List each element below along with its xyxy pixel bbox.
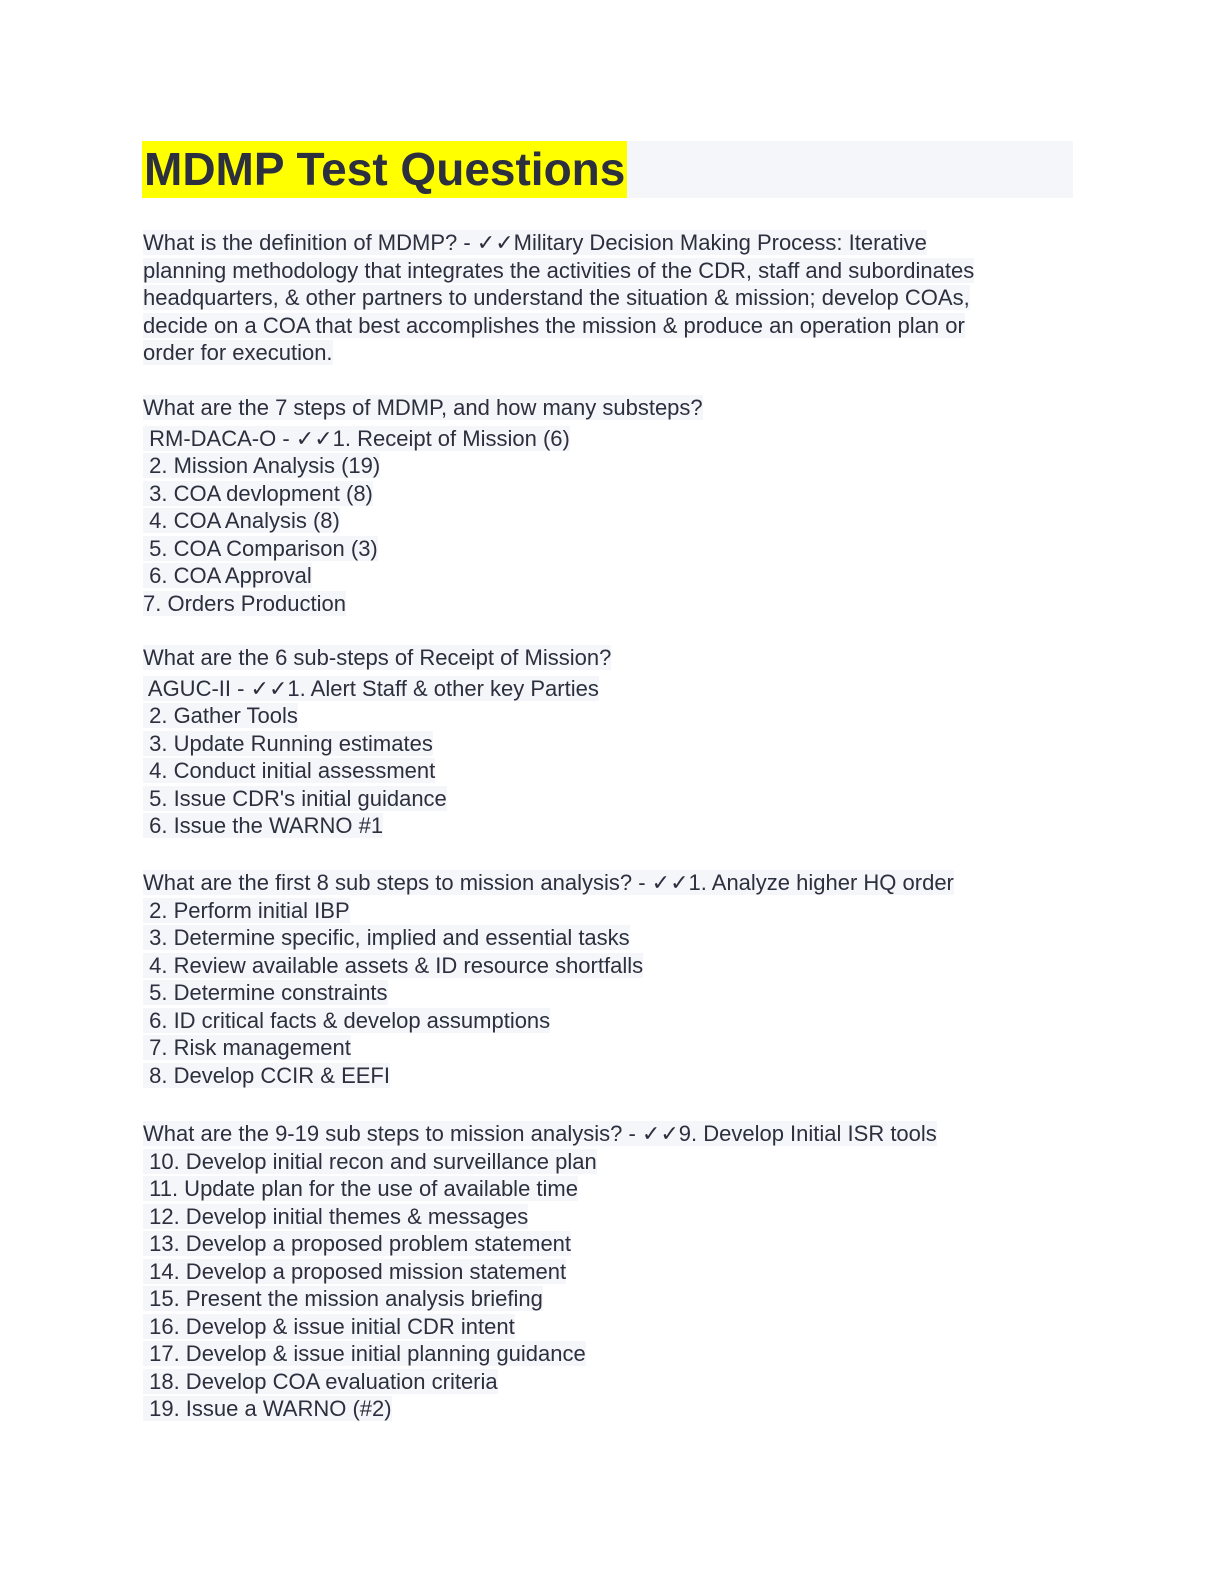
text-line [143, 979, 954, 1007]
text-line-content: 6. Issue the WARNO #1 [143, 813, 384, 838]
text-line-content: 13. Develop a proposed problem statement [143, 1231, 572, 1256]
text-line [143, 1285, 937, 1313]
text-line [143, 1258, 937, 1286]
qa-mission-analysis-9-19 [143, 1120, 937, 1423]
text-line-content: 6. ID critical facts & develop assumptions [143, 1007, 551, 1033]
text-line [143, 1230, 937, 1258]
text-line-content: 6. COA Approval [143, 563, 312, 588]
text-line [143, 480, 703, 508]
text-line [143, 924, 954, 952]
text-line [143, 1368, 937, 1396]
text-line-content: 11. Update plan for the use of available time [143, 1176, 578, 1201]
text-line-content: AGUC-II - ✓✓1. Alert Staff & other key Parties [143, 675, 599, 701]
text-line [143, 1007, 954, 1035]
text-line-content: 4. Conduct initial assessment [143, 758, 436, 783]
text-line-content: 15. Present the mission analysis briefing [143, 1286, 543, 1311]
text-line-content: planning methodology that integrates the activities of the CDR, staff and subordinates [143, 257, 975, 283]
text-line [143, 229, 974, 257]
text-line [143, 1148, 937, 1176]
qa-receipt-of-mission [143, 644, 611, 840]
text-line [143, 507, 703, 535]
text-line [143, 1340, 937, 1368]
text-line-content: 2. Perform initial IBP [143, 897, 350, 923]
page-title: MDMP Test Questions [142, 141, 627, 198]
text-line-content: 14. Develop a proposed mission statement [143, 1258, 567, 1284]
text-line [143, 452, 703, 480]
text-line-content: What are the 9-19 sub steps to mission analysis? - ✓✓9. Develop Initial ISR tools [143, 1121, 937, 1146]
text-line-content: 7. Orders Production [143, 590, 346, 616]
text-line [143, 312, 974, 340]
text-line-content: 4. COA Analysis (8) [143, 508, 340, 533]
text-line-content: 10. Develop initial recon and surveillance plan [143, 1148, 597, 1174]
text-line-content: 19. Issue a WARNO (#2) [143, 1396, 392, 1421]
text-line-content: 7. Risk management [143, 1035, 351, 1060]
text-line [143, 785, 611, 813]
text-line-content: 8. Develop CCIR & EEFI [143, 1062, 390, 1088]
text-line [143, 284, 974, 312]
text-line-content: 17. Develop & issue initial planning guidance [143, 1341, 586, 1366]
text-line [143, 644, 611, 672]
text-line-content: 5. Issue CDR's initial guidance [143, 785, 447, 811]
text-line-content: 2. Mission Analysis (19) [143, 453, 381, 478]
text-line-content: 12. Develop initial themes & messages [143, 1203, 529, 1229]
text-line [143, 1120, 937, 1148]
text-line-content: headquarters, & other partners to understand the situation & mission; develop COAs, [143, 285, 970, 310]
text-line-content: RM-DACA-O - ✓✓1. Receipt of Mission (6) [143, 425, 570, 451]
text-line-content: order for execution. [143, 340, 333, 365]
text-line-content: 3. COA devlopment (8) [143, 480, 373, 506]
text-line [143, 1203, 937, 1231]
text-line [143, 535, 703, 563]
text-line-content: What are the 6 sub-steps of Receipt of Mission? [143, 645, 612, 670]
qa-mdmp-steps [143, 394, 703, 617]
qa-mission-analysis-1-8 [143, 869, 954, 1089]
text-line [143, 1062, 954, 1090]
text-line-content: decide on a COA that best accomplishes the mission & produce an operation plan or [143, 312, 965, 338]
text-line [143, 869, 954, 897]
text-line-content: 2. Gather Tools [143, 703, 298, 728]
text-line [143, 425, 703, 453]
text-line [143, 394, 703, 422]
text-line-content: 3. Update Running estimates [143, 730, 433, 756]
text-line [143, 675, 611, 703]
text-line-content: 4. Review available assets & ID resource shortfalls [143, 952, 644, 978]
text-line-content: 5. COA Comparison (3) [143, 535, 378, 561]
text-line [143, 1395, 937, 1423]
text-line-content: 16. Develop & issue initial CDR intent [143, 1313, 515, 1339]
text-line [143, 757, 611, 785]
text-line [143, 1175, 937, 1203]
text-line [143, 339, 974, 367]
text-line [143, 897, 954, 925]
text-line-content: 3. Determine specific, implied and essential tasks [143, 925, 630, 950]
text-line [143, 1034, 954, 1062]
text-line-content: What are the first 8 sub steps to mission analysis? - ✓✓1. Analyze higher HQ order [143, 870, 954, 895]
text-line [143, 730, 611, 758]
text-line [143, 590, 703, 618]
text-line [143, 952, 954, 980]
text-line-content: 18. Develop COA evaluation criteria [143, 1368, 498, 1394]
text-line [143, 562, 703, 590]
text-line [143, 812, 611, 840]
text-line-content: 5. Determine constraints [143, 980, 388, 1005]
text-line [143, 257, 974, 285]
qa-mdmp-definition [143, 229, 974, 367]
text-line [143, 1313, 937, 1341]
text-line [143, 702, 611, 730]
text-line-content: What are the 7 steps of MDMP, and how many substeps? [143, 395, 703, 420]
text-line-content: What is the definition of MDMP? - ✓✓Military Decision Making Process: Iterative [143, 230, 927, 255]
